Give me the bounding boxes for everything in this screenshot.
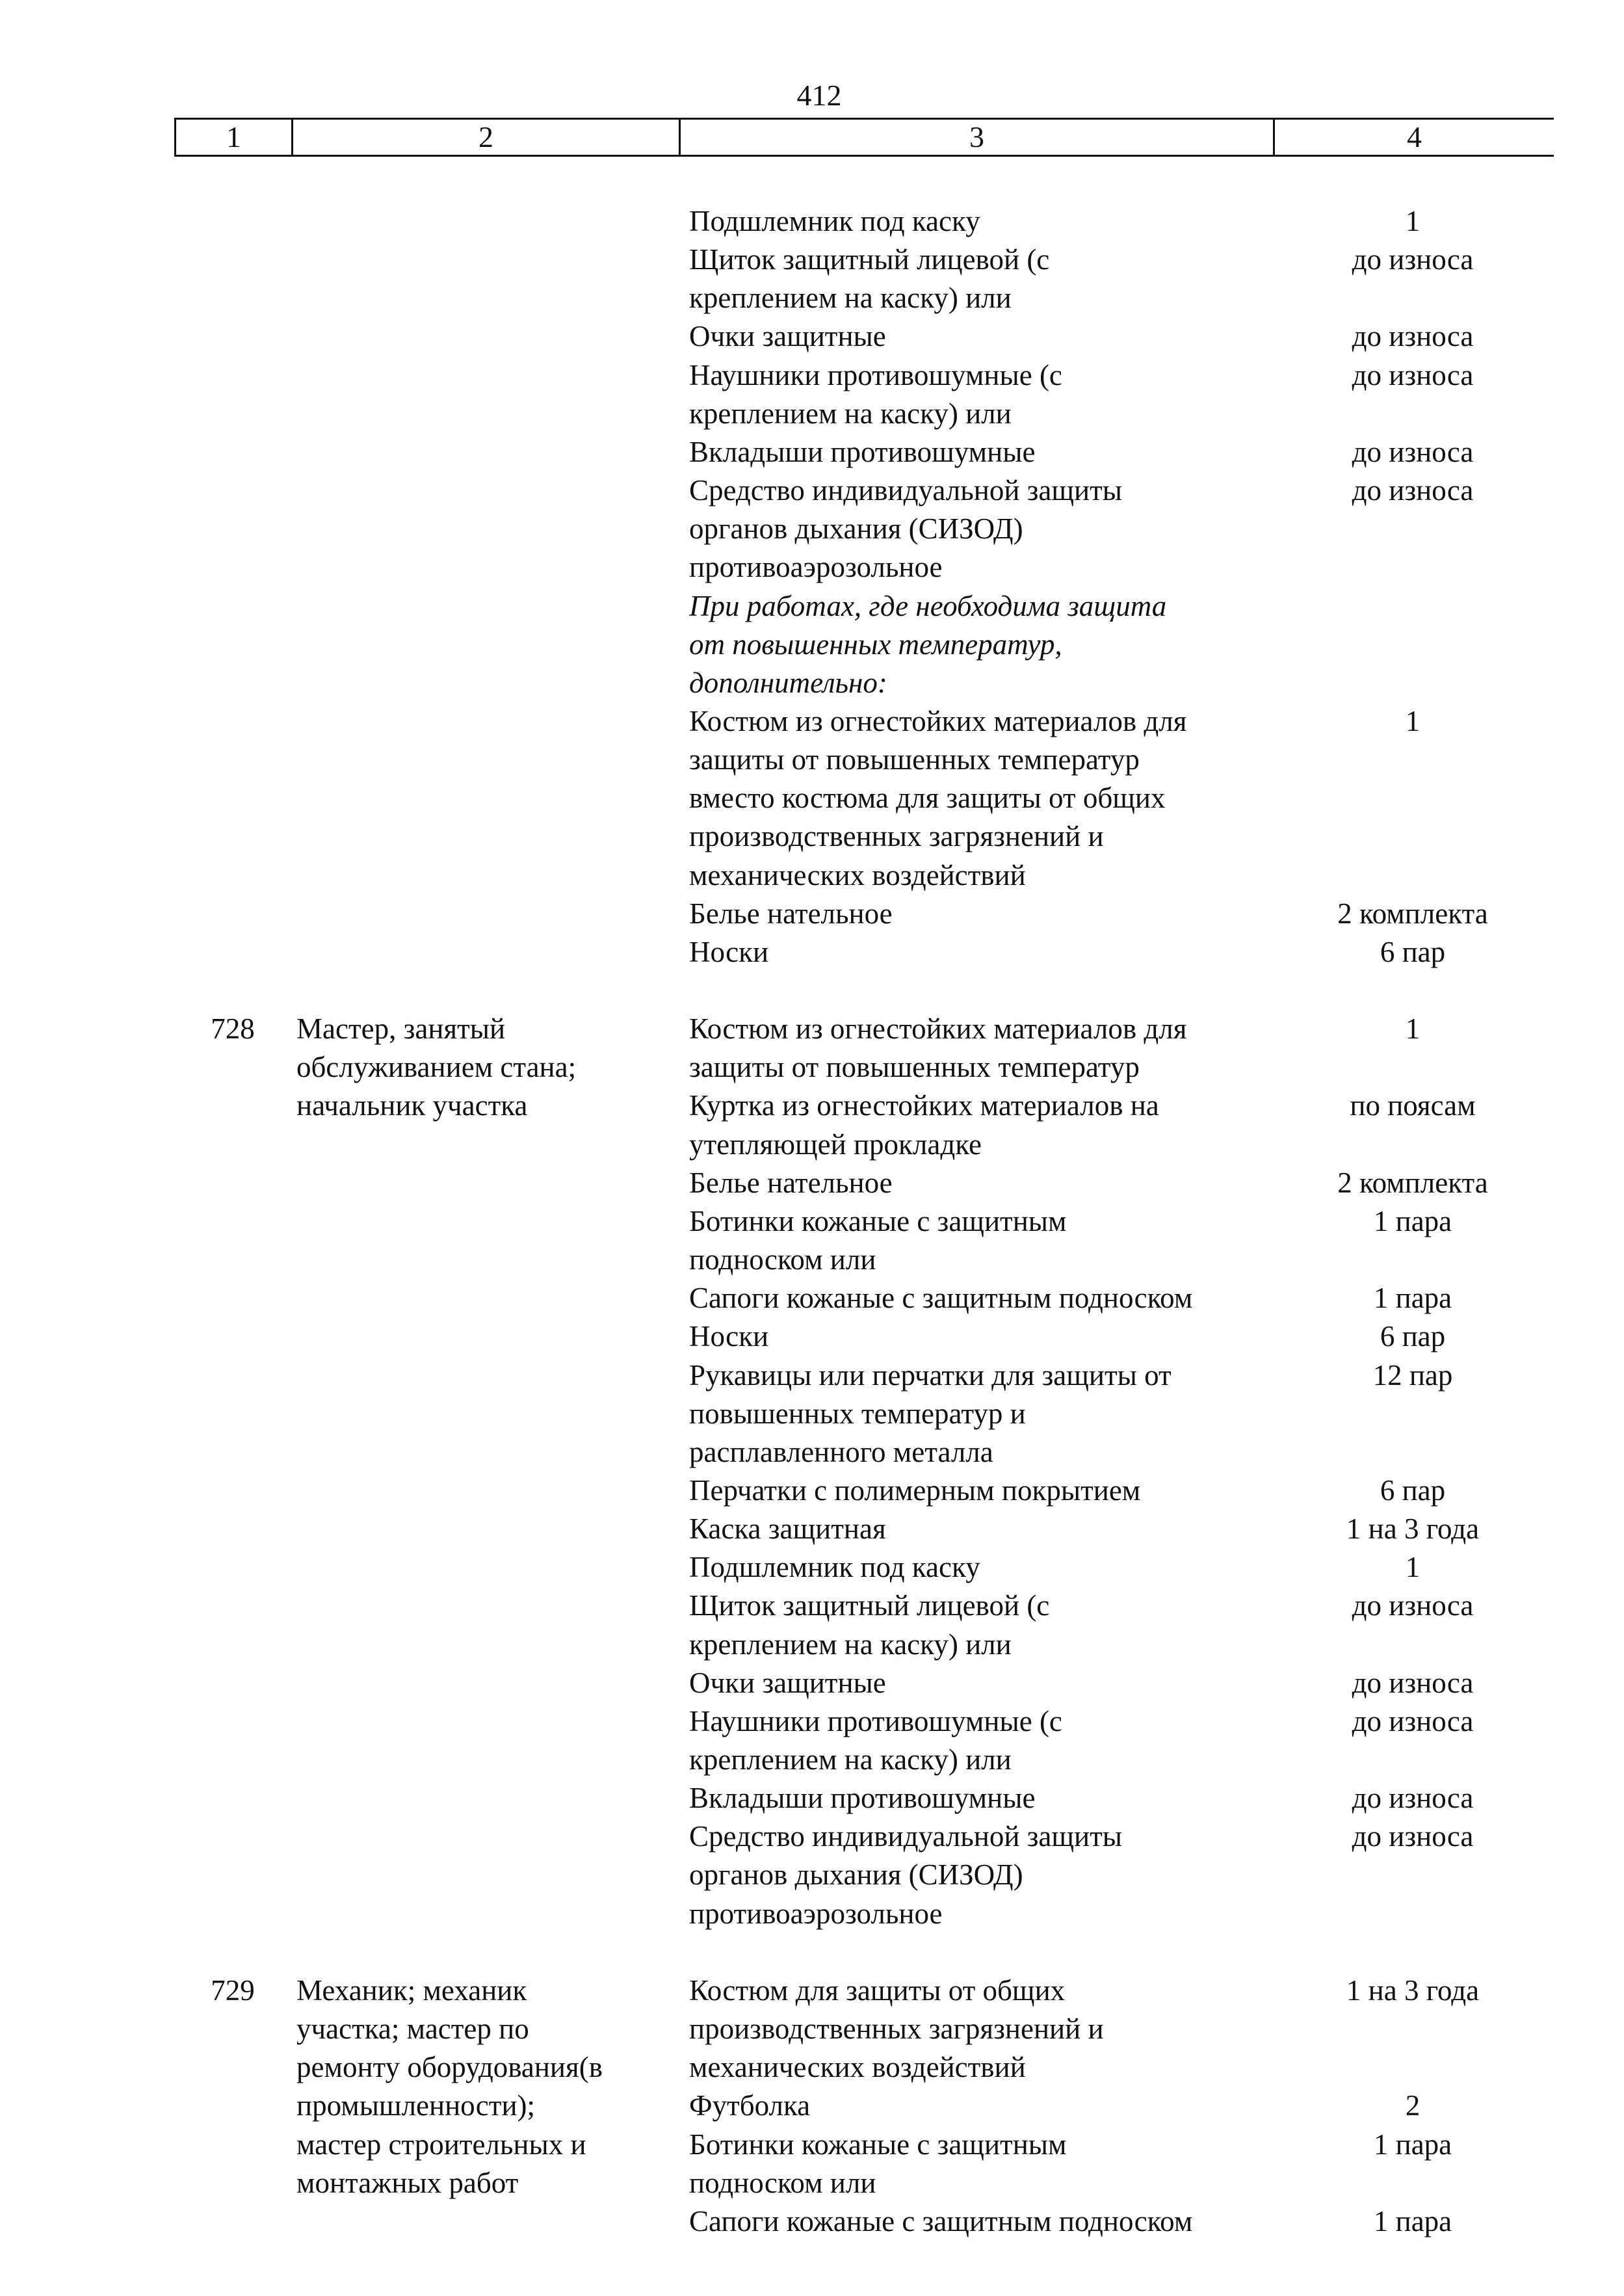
row-position: монтажных работ bbox=[296, 2167, 519, 2199]
row-item: защиты от повышенных температур bbox=[689, 743, 1140, 776]
table-row bbox=[0, 779, 1624, 817]
table-row bbox=[0, 1933, 1624, 1972]
row-item: Вкладыши противошумные bbox=[689, 436, 1036, 468]
table-row bbox=[0, 664, 1624, 702]
row-item: Щиток защитный лицевой (с bbox=[689, 1589, 1050, 1622]
table-row bbox=[0, 202, 1624, 241]
row-item: расплавленного металла bbox=[689, 1436, 993, 1468]
row-item: Щиток защитный лицевой (с bbox=[689, 243, 1050, 276]
row-item: Куртка из огнестойких материалов на bbox=[689, 1089, 1159, 1122]
table-row bbox=[0, 1895, 1624, 1933]
row-item: утепляющей прокладке bbox=[689, 1128, 982, 1161]
table-row bbox=[0, 395, 1624, 433]
table-header bbox=[174, 118, 1554, 157]
row-number: 729 bbox=[211, 1974, 255, 2007]
row-norm: 1 bbox=[1405, 1551, 1421, 1583]
table-row bbox=[0, 1664, 1624, 1702]
row-item: креплением на каску) или bbox=[689, 1628, 1012, 1661]
header-col-1: 1 bbox=[176, 120, 293, 155]
row-norm: до износа bbox=[1352, 1782, 1474, 1814]
row-norm: 2 комплекта bbox=[1337, 897, 1488, 930]
row-norm: 2 комплекта bbox=[1337, 1167, 1488, 1199]
table-row bbox=[0, 587, 1624, 626]
row-position: участка; мастер по bbox=[296, 2012, 529, 2045]
row-item: Наушники противошумные (с bbox=[689, 1705, 1062, 1737]
row-item: Сапоги кожаные с защитным подноском bbox=[689, 2205, 1193, 2237]
table-row bbox=[0, 741, 1624, 779]
table-row bbox=[0, 1202, 1624, 1241]
row-norm: 1 bbox=[1405, 1012, 1421, 1045]
table-row bbox=[0, 933, 1624, 971]
table-row bbox=[0, 1433, 1624, 1471]
table-row bbox=[0, 279, 1624, 317]
row-item: подноском или bbox=[689, 1243, 876, 1276]
table-row bbox=[0, 971, 1624, 1010]
row-item: Каска защитная bbox=[689, 1512, 886, 1545]
table-row bbox=[0, 1048, 1624, 1087]
table-row bbox=[0, 1087, 1624, 1125]
row-norm: до износа bbox=[1352, 1667, 1474, 1699]
row-norm: до износа bbox=[1352, 1820, 1474, 1853]
table-row bbox=[0, 1779, 1624, 1817]
table-row bbox=[0, 241, 1624, 279]
row-item: противоаэрозольное bbox=[689, 551, 943, 583]
row-norm: 12 пар bbox=[1372, 1359, 1453, 1392]
table-row bbox=[0, 1972, 1624, 2010]
row-norm: 6 пар bbox=[1380, 1474, 1446, 1507]
row-norm: 1 bbox=[1405, 205, 1421, 237]
row-norm: до износа bbox=[1352, 1589, 1474, 1622]
row-norm: до износа bbox=[1352, 243, 1474, 276]
table-row bbox=[0, 471, 1624, 510]
row-norm: 1 на 3 года bbox=[1346, 1512, 1480, 1545]
table-row bbox=[0, 1356, 1624, 1395]
header-col-4: 4 bbox=[1407, 120, 1422, 153]
row-norm: 1 пара bbox=[1373, 1282, 1452, 1314]
row-position: начальник участка bbox=[296, 1089, 528, 1122]
table-row bbox=[0, 548, 1624, 587]
table-row bbox=[0, 1471, 1624, 1510]
table-row bbox=[0, 1817, 1624, 1856]
row-norm: до износа bbox=[1352, 436, 1474, 468]
table-row bbox=[0, 1279, 1624, 1317]
row-item: Костюм из огнестойких материалов для bbox=[689, 1012, 1187, 1045]
table-row bbox=[0, 1010, 1624, 1048]
row-position: Мастер, занятый bbox=[296, 1012, 506, 1045]
table-row bbox=[0, 2087, 1624, 2125]
row-item: Рукавицы или перчатки для защиты от bbox=[689, 1359, 1172, 1392]
table-row bbox=[0, 1856, 1624, 1894]
row-item: повышенных температур и bbox=[689, 1397, 1026, 1430]
table-row bbox=[0, 856, 1624, 895]
row-position: промышленности); bbox=[296, 2089, 536, 2122]
table-row bbox=[0, 702, 1624, 741]
row-item: Белье нательное bbox=[689, 897, 893, 930]
row-item: Подшлемник под каску bbox=[689, 205, 980, 237]
row-norm: до износа bbox=[1352, 1705, 1474, 1737]
table-row bbox=[0, 626, 1624, 664]
row-norm: по поясам bbox=[1350, 1089, 1476, 1122]
page-number: 412 bbox=[796, 79, 842, 112]
row-item: противоаэрозольное bbox=[689, 1897, 943, 1930]
row-item: Средство индивидуальной защиты bbox=[689, 1820, 1123, 1853]
row-item: механических воздействий bbox=[689, 859, 1026, 891]
table-row bbox=[0, 817, 1624, 856]
table-row bbox=[0, 1548, 1624, 1587]
row-norm: 1 пара bbox=[1373, 2128, 1452, 2161]
row-item: механических воздействий bbox=[689, 2051, 1026, 2083]
row-item: Футболка bbox=[689, 2089, 811, 2122]
table-row bbox=[0, 1126, 1624, 1164]
table-row bbox=[0, 1741, 1624, 1779]
row-item: производственных загрязнений и bbox=[689, 2012, 1104, 2045]
row-position: ремонту оборудования(в bbox=[296, 2051, 603, 2083]
table-row bbox=[0, 317, 1624, 356]
row-item: дополнительно: bbox=[689, 666, 887, 699]
header-col-2: 2 bbox=[293, 120, 681, 155]
row-item: Носки bbox=[689, 1320, 769, 1353]
row-position: мастер строительных и bbox=[296, 2128, 586, 2161]
header-col-3: 3 bbox=[681, 120, 1275, 155]
table-row bbox=[0, 2126, 1624, 2164]
table-row bbox=[0, 1241, 1624, 1279]
row-number: 728 bbox=[211, 1012, 255, 1045]
row-item: защиты от повышенных температур bbox=[689, 1051, 1140, 1083]
row-norm: 6 пар bbox=[1380, 1320, 1446, 1353]
row-position: обслуживанием стана; bbox=[296, 1051, 577, 1083]
row-item: Перчатки с полимерным покрытием bbox=[689, 1474, 1141, 1507]
row-item: подноском или bbox=[689, 2167, 876, 2199]
row-item: При работах, где необходима защита bbox=[689, 590, 1167, 622]
row-item: Вкладыши противошумные bbox=[689, 1782, 1036, 1814]
row-item: Белье нательное bbox=[689, 1167, 893, 1199]
table-row bbox=[0, 1395, 1624, 1433]
table-row bbox=[0, 2048, 1624, 2087]
row-item: от повышенных температур, bbox=[689, 628, 1062, 661]
table-row bbox=[0, 895, 1624, 933]
row-norm: 1 на 3 года bbox=[1346, 1974, 1480, 2007]
table-row bbox=[0, 1626, 1624, 1664]
row-norm: 1 пара bbox=[1373, 2205, 1452, 2237]
row-position: Механик; механик bbox=[296, 1974, 527, 2007]
row-item: креплением на каску) или bbox=[689, 1743, 1012, 1776]
table-row bbox=[0, 1164, 1624, 1202]
row-norm: до износа bbox=[1352, 320, 1474, 352]
row-item: Очки защитные bbox=[689, 320, 886, 352]
row-item: креплением на каску) или bbox=[689, 397, 1012, 430]
row-item: Сапоги кожаные с защитным подноском bbox=[689, 1282, 1193, 1314]
row-item: Костюм из огнестойких материалов для bbox=[689, 705, 1187, 737]
row-item: Носки bbox=[689, 936, 769, 968]
row-item: Очки защитные bbox=[689, 1667, 886, 1699]
row-norm: до износа bbox=[1352, 474, 1474, 507]
table-row bbox=[0, 1510, 1624, 1548]
row-item: Наушники противошумные (с bbox=[689, 359, 1062, 391]
row-item: органов дыхания (СИЗОД) bbox=[689, 512, 1023, 545]
table-row bbox=[0, 1587, 1624, 1625]
row-norm: 6 пар bbox=[1380, 936, 1446, 968]
table-row bbox=[0, 510, 1624, 548]
row-norm: 1 bbox=[1405, 705, 1421, 737]
table-row bbox=[0, 1317, 1624, 1356]
row-item: вместо костюма для защиты от общих bbox=[689, 782, 1166, 814]
row-norm: 2 bbox=[1405, 2089, 1421, 2122]
row-norm: до износа bbox=[1352, 359, 1474, 391]
row-item: Средство индивидуальной защиты bbox=[689, 474, 1123, 507]
table-row bbox=[0, 433, 1624, 471]
row-item: производственных загрязнений и bbox=[689, 820, 1104, 852]
table-row bbox=[0, 356, 1624, 395]
row-norm: 1 пара bbox=[1373, 1205, 1452, 1237]
row-item: органов дыхания (СИЗОД) bbox=[689, 1858, 1023, 1891]
row-item: креплением на каску) или bbox=[689, 282, 1012, 314]
row-item: Ботинки кожаные с защитным bbox=[689, 1205, 1067, 1237]
table-row bbox=[0, 2164, 1624, 2202]
row-item: Костюм для защиты от общих bbox=[689, 1974, 1066, 2007]
table-row bbox=[0, 1702, 1624, 1741]
row-item: Подшлемник под каску bbox=[689, 1551, 980, 1583]
row-item: Ботинки кожаные с защитным bbox=[689, 2128, 1067, 2161]
table-row bbox=[0, 2202, 1624, 2241]
table-row bbox=[0, 2010, 1624, 2048]
